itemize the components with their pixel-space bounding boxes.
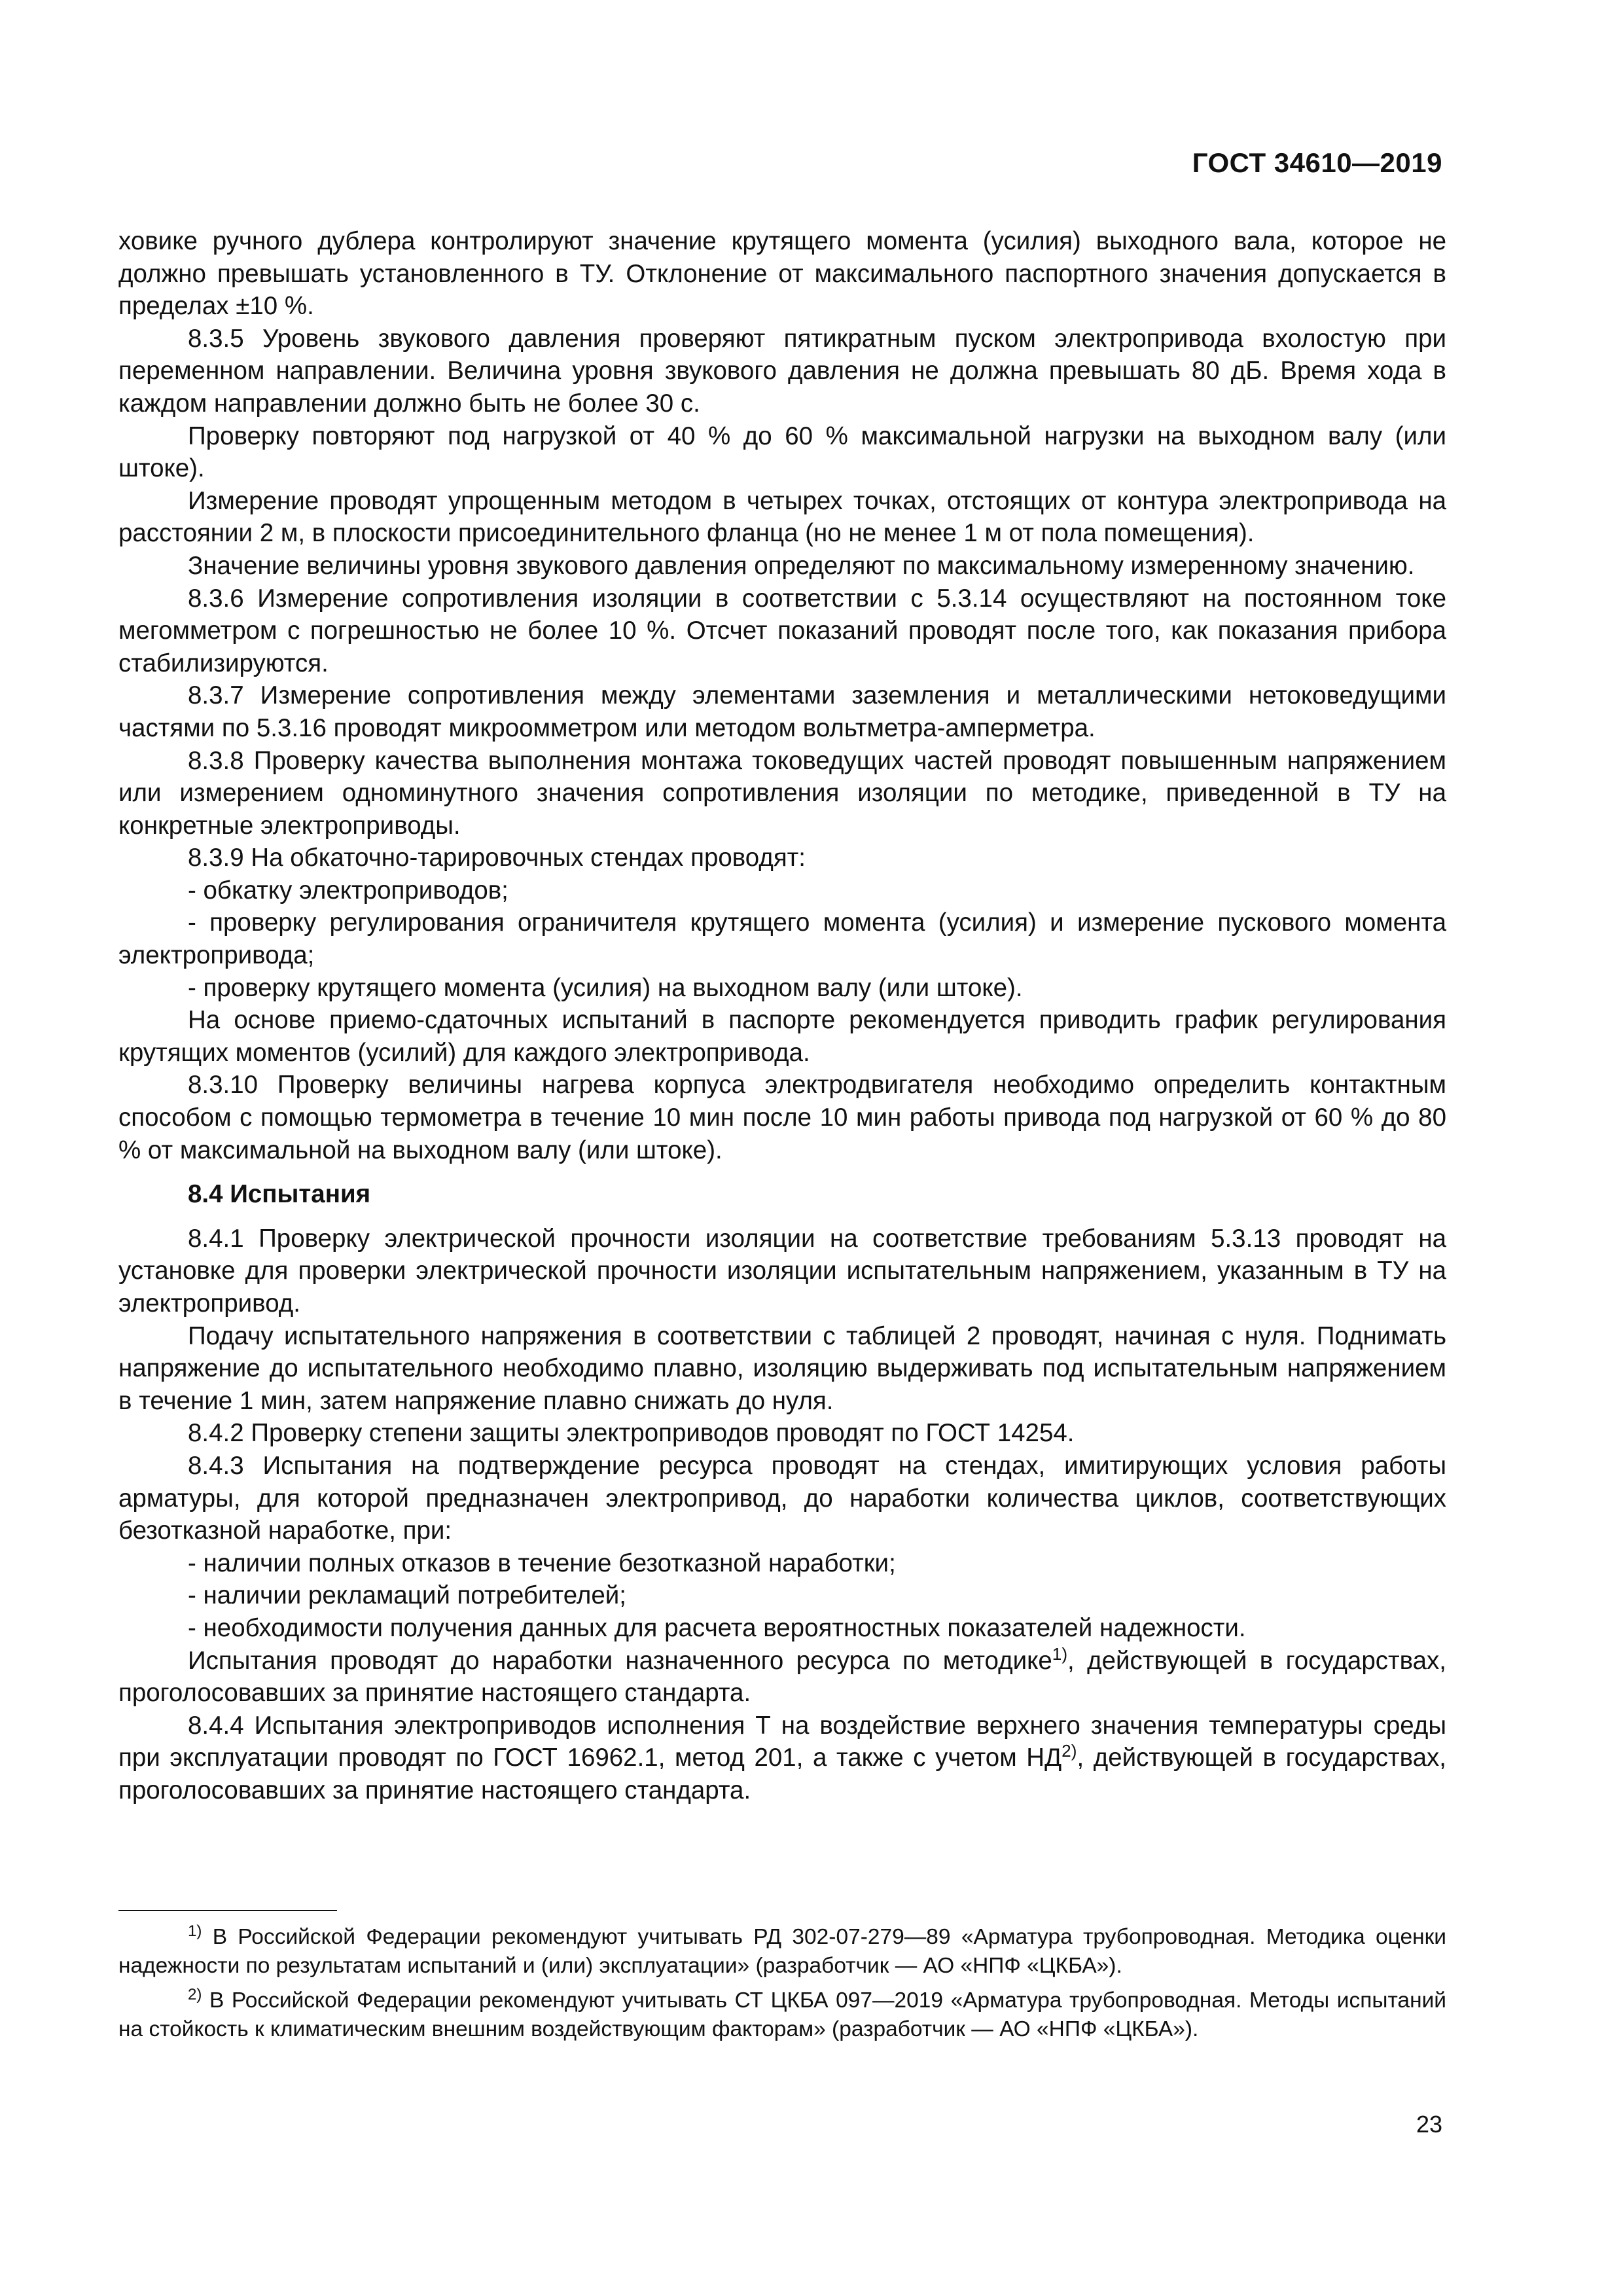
paragraph: [118, 1645, 1446, 1710]
clause-8-3-7: 8.3.7 Измерение сопротивления между элементами заземления и металлическими нетоковедущими частями по 5.3.16 проводят микроомметром или методом вольтметра-амперметра.: [118, 681, 1446, 742]
clause-8-4-1: 8.4.1 Проверку электрической прочности изоляции на соответствие требованиям 5.3.13 проводят на установке для проверки электрической прочности изоляции испытательным напряжением, указанным в ТУ на электропривод.: [118, 1224, 1446, 1318]
paragraph: Проверку повторяют под нагрузкой от 40 % до 60 % максимальной нагрузки на выходном валу (или штоке).: [118, 422, 1446, 483]
footnote-text: В Российской Федерации рекомендуют учитывать РД 302-07-279—89 «Арматура трубопроводная. Методика оценки надежности по результатам испытаний и (или) эксплуатации» (разработчик — АО «НПФ «ЦКБА»).: [118, 1925, 1446, 1978]
text-run: , действующей в государствах, проголосовавших за принятие настоящего стандарта.: [118, 1744, 1446, 1804]
paragraph: ховике ручного дублера контролируют значение крутящего момента (усилия) выходного вала, которое не должно превышать установленного в ТУ. Отклонение от максимального паспортного значения допускается в пределах ±10 %.: [118, 227, 1446, 321]
text-run: Испытания проводят до наработки назначенного ресурса по методике: [188, 1646, 1052, 1675]
footnote-mark: 2): [188, 1985, 202, 2003]
section-heading: 8.4 Испытания: [188, 1180, 371, 1209]
paragraph: Значение величины уровня звукового давления определяют по максимальному измеренному значению.: [188, 551, 1415, 580]
list-item: - проверку регулирования ограничителя крутящего момента (усилия) и измерение пускового момента электропривода;: [118, 908, 1446, 970]
clause-8-3-8: 8.3.8 Проверку качества выполнения монтажа токоведущих частей проводят повышенным напряжением или измерением одноминутного значения сопротивления изоляции по методике, приведенной в ТУ на конкретные электроприводы.: [118, 746, 1446, 840]
page-number: 23: [1416, 2111, 1442, 2138]
list-item: - обкатку электроприводов;: [188, 876, 508, 905]
footnotes: [118, 1923, 1446, 2050]
footnote-mark: 1): [188, 1922, 202, 1940]
text-run: 8.4.4 Испытания электроприводов исполнения Т на воздействие верхнего значения температуры среды при эксплуатации проводят по ГОСТ 16962.1, метод 201, а также с учетом НД: [118, 1711, 1446, 1772]
paragraph: На основе приемо-сдаточных испытаний в паспорте рекомендуется приводить график регулирования крутящих моментов (усилий) для каждого электропривода.: [118, 1006, 1446, 1067]
clause-8-3-6: 8.3.6 Измерение сопротивления изоляции в соответствии с 5.3.14 осуществляют на постоянном токе мегомметром с погрешностью не более 10 %. Отсчет показаний проводят после того, как показания прибора стабилизируются.: [118, 584, 1446, 677]
footnote-text: В Российской Федерации рекомендуют учитывать СТ ЦКБА 097—2019 «Арматура трубопроводная. Методы испытаний на стойкость к климатическим внешним воздействующим факторам» (разработчик — АО «НПФ «ЦКБА»).: [118, 1988, 1446, 2041]
footnote-ref[interactable]: 1): [1052, 1643, 1068, 1664]
footnote-ref[interactable]: 2): [1061, 1741, 1077, 1761]
footnote: [118, 1986, 1446, 2043]
clause-8-4-3: 8.4.3 Испытания на подтверждение ресурса проводят на стендах, имитирующих условия работы арматуры, для которой предназначен электропривод, до наработки количества циклов, соответствующих безотказной наработке, при:: [118, 1451, 1446, 1545]
clause-8-3-9: 8.3.9 На обкаточно-тарировочных стендах проводят:: [188, 844, 806, 872]
clause-8-4-2: 8.4.2 Проверку степени защиты электроприводов проводят по ГОСТ 14254.: [188, 1419, 1075, 1448]
clause-8-3-10: 8.3.10 Проверку величины нагрева корпуса электродвигателя необходимо определить контактным способом с помощью термометра в течение 10 мин после 10 мин работы привода под нагрузкой от 60 % до 80 % от максимальной на выходном валу (или штоке).: [118, 1071, 1446, 1164]
list-item: - проверку крутящего момента (усилия) на выходном валу (или штоке).: [188, 973, 1023, 1002]
text-run: , действующей в государствах, проголосовавших за принятие настоящего стандарта.: [118, 1646, 1446, 1708]
footnote: [118, 1923, 1446, 1980]
list-item: - необходимости получения данных для расчета вероятностных показателей надежности.: [188, 1613, 1246, 1642]
document-code: ГОСТ 34610—2019: [1192, 147, 1442, 178]
paragraph: Измерение проводят упрощенным методом в четырех точках, отстоящих от контура электропривода на расстоянии 2 м, в плоскости присоединительного фланца (но не менее 1 м от пола помещения).: [118, 486, 1446, 548]
clause-8-4-4: [118, 1710, 1446, 1807]
footnote-separator: [118, 1910, 337, 1911]
paragraph: Подачу испытательного напряжения в соответствии с таблицей 2 проводят, начиная с нуля. Поднимать напряжение до испытательного необходимо плавно, изоляцию выдерживать под испытательным напряжением в течение 1 мин, затем напряжение плавно снижать до нуля.: [118, 1321, 1446, 1415]
list-item: - наличии рекламаций потребителей;: [188, 1581, 626, 1610]
body-text: [118, 225, 1446, 1807]
clause-8-3-5: 8.3.5 Уровень звукового давления проверяют пятикратным пуском электропривода вхолостую при переменном направлении. Величина уровня звукового давления не должна превышать 80 дБ. Время хода в каждом направлении должно быть не более 30 с.: [118, 324, 1446, 418]
list-item: - наличии полных отказов в течение безотказной наработки;: [188, 1549, 896, 1577]
